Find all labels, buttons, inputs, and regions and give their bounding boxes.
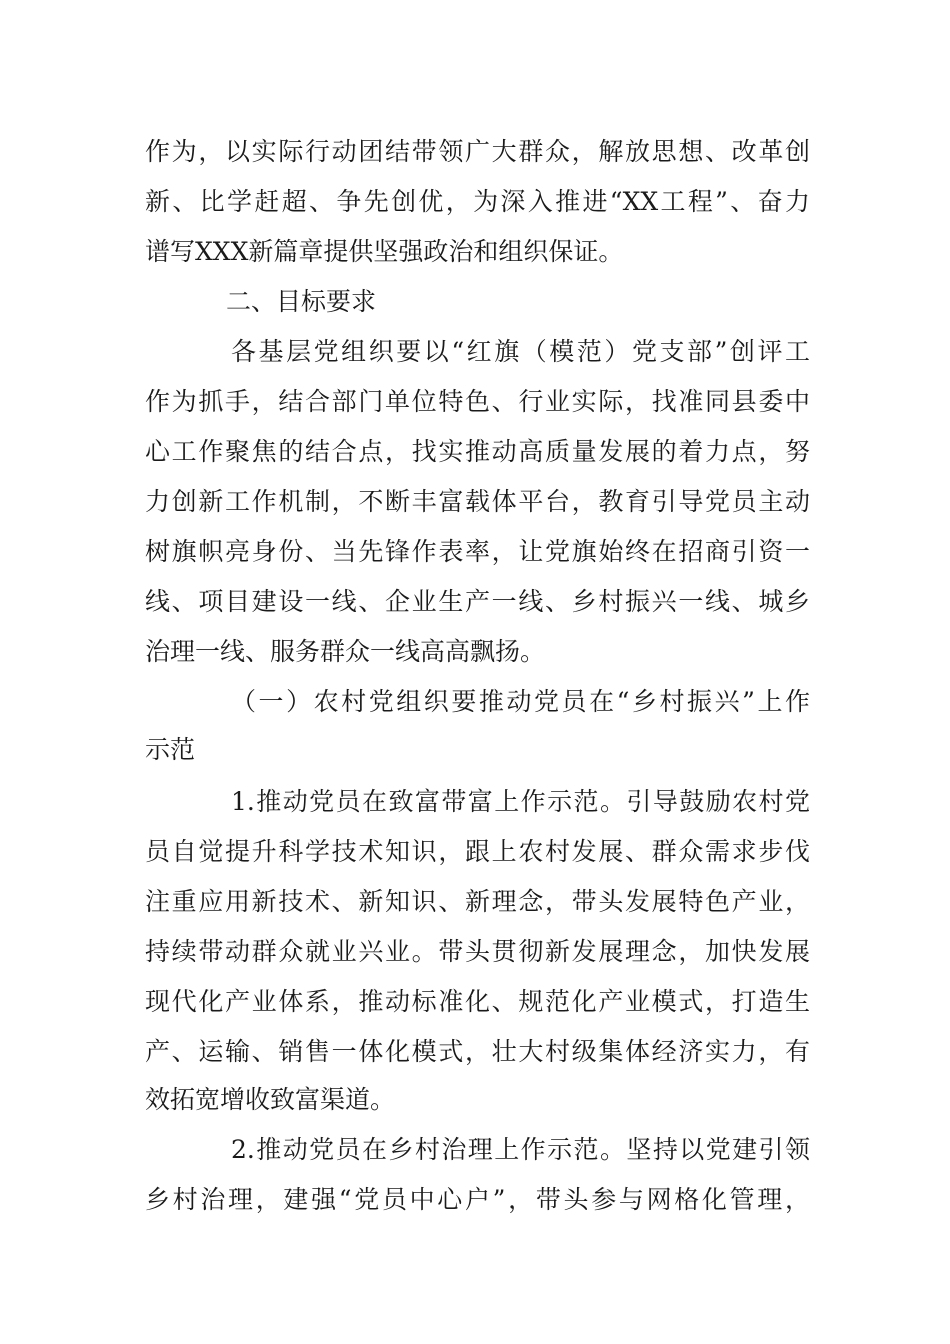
paragraph-line: 作为，以实际行动团结带领广大群众，解放思想、改革创 [145,137,810,166]
paragraph-line: 心工作聚焦的结合点，找实推动高质量发展的着力点，努 [145,437,810,466]
paragraph-line: 谱写XXX新篇章提供坚强政治和组织保证。 [145,237,624,266]
paragraph-line: 树旗帜亮身份、当先锋作表率，让党旗始终在招商引资一 [145,537,810,566]
subsection-heading: （一）农村党组织要推动党员在“乡村振兴”上作 [231,687,810,716]
paragraph-line: 1.推动党员在致富带富上作示范。引导鼓励农村党 [231,787,810,816]
paragraph-line: 力创新工作机制，不断丰富载体平台，教育引导党员主动 [145,487,810,516]
paragraph-line: 现代化产业体系，推动标准化、规范化产业模式，打造生 [145,987,810,1016]
paragraph-line: 乡村治理，建强“党员中心户”，带头参与网格化管理， [145,1185,810,1214]
paragraph-line: 作为抓手，结合部门单位特色、行业实际，找准同县委中 [145,387,810,416]
paragraph-line: 治理一线、服务群众一线高高飘扬。 [145,637,546,666]
paragraph-line: 注重应用新技术、新知识、新理念，带头发展特色产业， [145,887,810,916]
paragraph-line: 员自觉提升科学技术知识，跟上农村发展、群众需求步伐 [145,837,810,866]
paragraph-line: 持续带动群众就业兴业。带头贯彻新发展理念，加快发展 [145,937,810,966]
section-heading: 二、目标要求 [226,287,377,316]
subsection-heading: 示范 [145,735,196,764]
paragraph-line: 产、运输、销售一体化模式，壮大村级集体经济实力，有 [145,1037,810,1066]
paragraph-line: 效拓宽增收致富渠道。 [145,1085,396,1114]
paragraph-line: 新、比学赶超、争先创优，为深入推进“XX工程”、奋力 [145,187,810,216]
paragraph-line: 各基层党组织要以“红旗（模范）党支部”创评工 [231,337,810,366]
paragraph-line: 线、项目建设一线、企业生产一线、乡村振兴一线、城乡 [145,587,810,616]
paragraph-line: 2.推动党员在乡村治理上作示范。坚持以党建引领 [231,1135,810,1164]
